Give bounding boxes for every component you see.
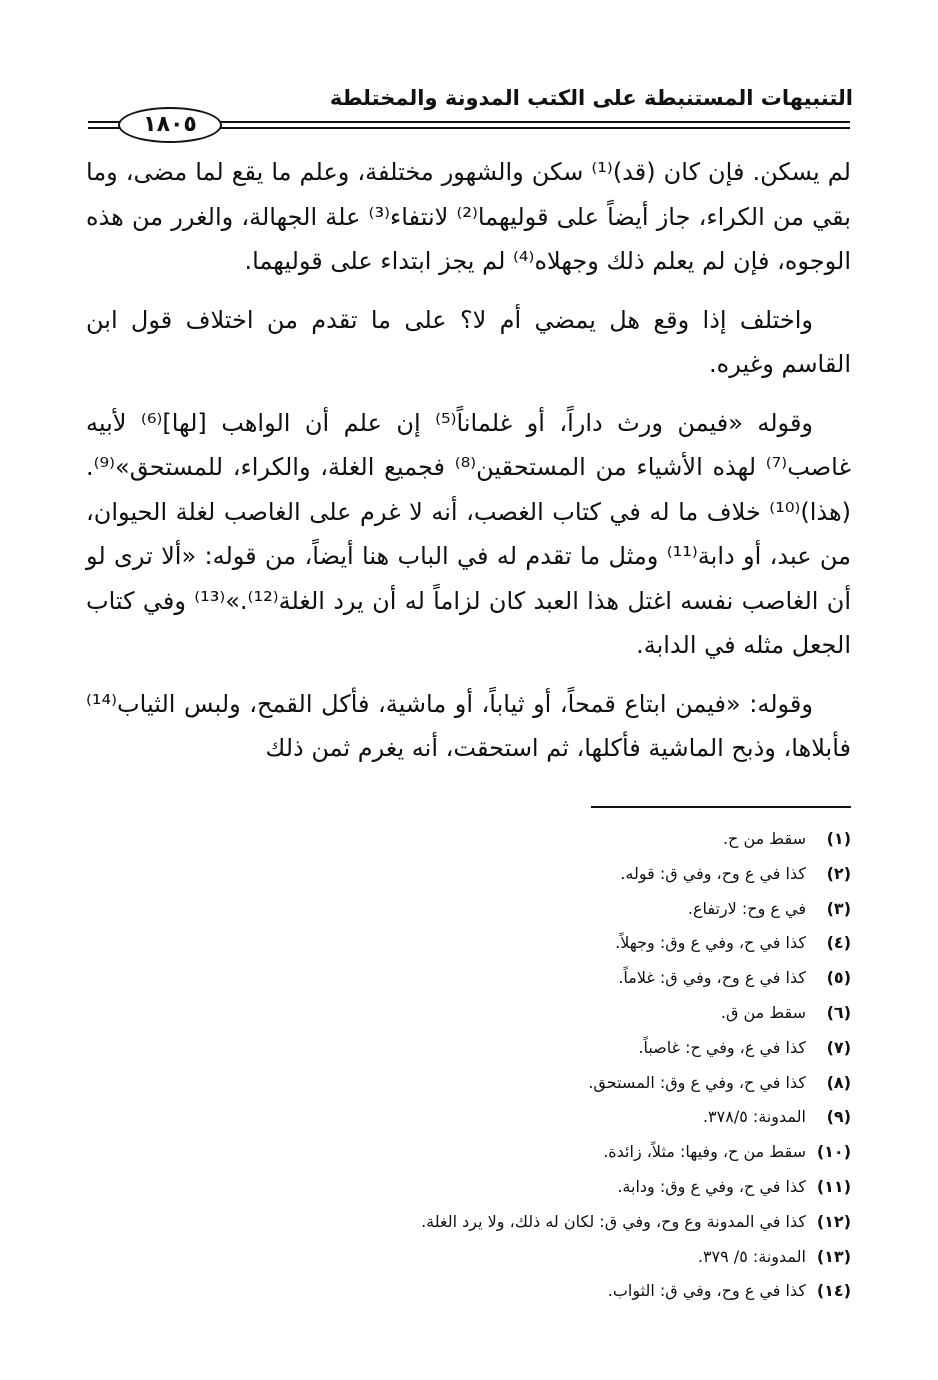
footnote-number: (١٠) bbox=[816, 1142, 851, 1162]
paragraph: وقوله: «فيمن ابتاع قمحاً، أو ثياباً، أو ماشية، فأكل القمح، ولبس الثياب⁽¹⁴⁾ فأبلاها، وذبح الماشية فأكلها، ثم استحقت، أنه يغرم ثمن ذلك bbox=[86, 689, 851, 762]
footnote-number: (١١) bbox=[816, 1176, 851, 1196]
footnote bbox=[81, 857, 851, 892]
footnote-text: كذا في ع وح، وفي ق: الثواب. bbox=[607, 1281, 806, 1301]
footnote bbox=[81, 1066, 851, 1101]
page-number: ١٨٠٥ bbox=[118, 107, 222, 143]
footnote bbox=[81, 1205, 851, 1240]
footnote-text: كذا في ح، وفي ع وق: المستحق. bbox=[588, 1072, 806, 1092]
footnote-number: (١) bbox=[826, 829, 851, 848]
footnote-number: (١٢) bbox=[816, 1211, 851, 1231]
footnote-text: كذا في ع، وفي ح: غاصباً. bbox=[638, 1037, 806, 1057]
footnote-text: المدونة: ٥/ ٣٧٩. bbox=[697, 1246, 806, 1266]
running-title: التنبيهات المستنبطة على الكتب المدونة والمختلطة bbox=[329, 86, 853, 110]
footnote bbox=[81, 892, 851, 927]
footnote-separator bbox=[591, 806, 851, 808]
footnote bbox=[81, 926, 851, 961]
footnote-text: المدونة: ٣٧٨/٥. bbox=[702, 1107, 806, 1127]
footnote-text: كذا في ع وح، وفي ق: غلاماً. bbox=[618, 968, 806, 988]
footnote bbox=[81, 996, 851, 1031]
footnote bbox=[81, 1135, 851, 1170]
footnotes bbox=[81, 822, 851, 1309]
footnote bbox=[81, 961, 851, 996]
footnote-text: كذا في ع وح، وفي ق: قوله. bbox=[620, 863, 806, 883]
footnote-number: (٧) bbox=[826, 1037, 851, 1057]
footnote-text: في ع وح: لارتفاع. bbox=[687, 898, 806, 918]
footnote bbox=[81, 1170, 851, 1205]
footnote bbox=[81, 1240, 851, 1275]
paragraph: لم يسكن. فإن كان (قد)⁽¹⁾ سكن والشهور مختلفة، وعلم ما يقع لما مضى، وما بقي من الكراء، جاز أيضاً على قوليهما⁽²⁾ لانتفاء⁽³⁾ علة الجهالة، والغرر من هذه الوجوه، فإن لم يعلم ذلك وجهلاه⁽⁴⁾ لم يجز ابتداء على قوليهما. bbox=[86, 158, 851, 275]
footnote-number: (٦) bbox=[826, 1002, 851, 1022]
footnote-number: (٢) bbox=[826, 863, 851, 883]
paragraph: وقوله «فيمن ورث داراً، أو غلماناً⁽⁵⁾ إن علم أن الواهب [لها]⁽⁶⁾ لأبيه غاصب⁽⁷⁾ لهذه الأشياء من المستحقين⁽⁸⁾ فجميع الغلة، والكراء، للمستحق»⁽⁹⁾. (هذا)⁽¹⁰⁾ خلاف ما له في كتاب الغصب، أنه لا غرم على الغاصب لغلة الحيوان، من عبد، أو دابة⁽¹¹⁾ ومثل ما تقدم له في الباب هنا أيضاً، من قوله: «ألا ترى لو أن الغاصب نفسه اغتل هذا العبد كان لزاماً له أن يرد الغلة⁽¹²⁾.»⁽¹³⁾ وفي كتاب الجعل مثله في الدابة. bbox=[86, 408, 851, 659]
footnote bbox=[81, 1031, 851, 1066]
footnote-text: سقط من ق. bbox=[720, 1002, 806, 1022]
footnote bbox=[81, 1274, 851, 1309]
footnote-number: (٣) bbox=[826, 898, 851, 918]
footnote-number: (٨) bbox=[826, 1072, 851, 1092]
paragraph: واختلف إذا وقع هل يمضي أم لا؟ على ما تقدم من اختلاف قول ابن القاسم وغيره. bbox=[86, 305, 851, 378]
footnote-number: (٤) bbox=[826, 933, 851, 953]
footnote-number: (٩) bbox=[826, 1107, 851, 1127]
footnote-number: (٥) bbox=[826, 968, 851, 988]
footnote-text: كذا في المدونة وع وح، وفي ق: لكان له ذلك، ولا يرد الغلة. bbox=[421, 1211, 806, 1231]
footnote-text: كذا في ح، وفي ع وق: ودابة. bbox=[617, 1176, 806, 1196]
footnote-number: (١٣) bbox=[816, 1246, 851, 1266]
main-text bbox=[86, 150, 851, 785]
footnote-number: (١٤) bbox=[816, 1281, 851, 1301]
footnote bbox=[81, 822, 851, 857]
footnote-text: سقط من ح، وفيها: مثلاً، زائدة. bbox=[603, 1142, 806, 1162]
footnote-text: سقط من ح. bbox=[722, 829, 806, 848]
footnote-text: كذا في ح، وفي ع وق: وجهلاً. bbox=[615, 933, 806, 953]
footnote bbox=[81, 1100, 851, 1135]
